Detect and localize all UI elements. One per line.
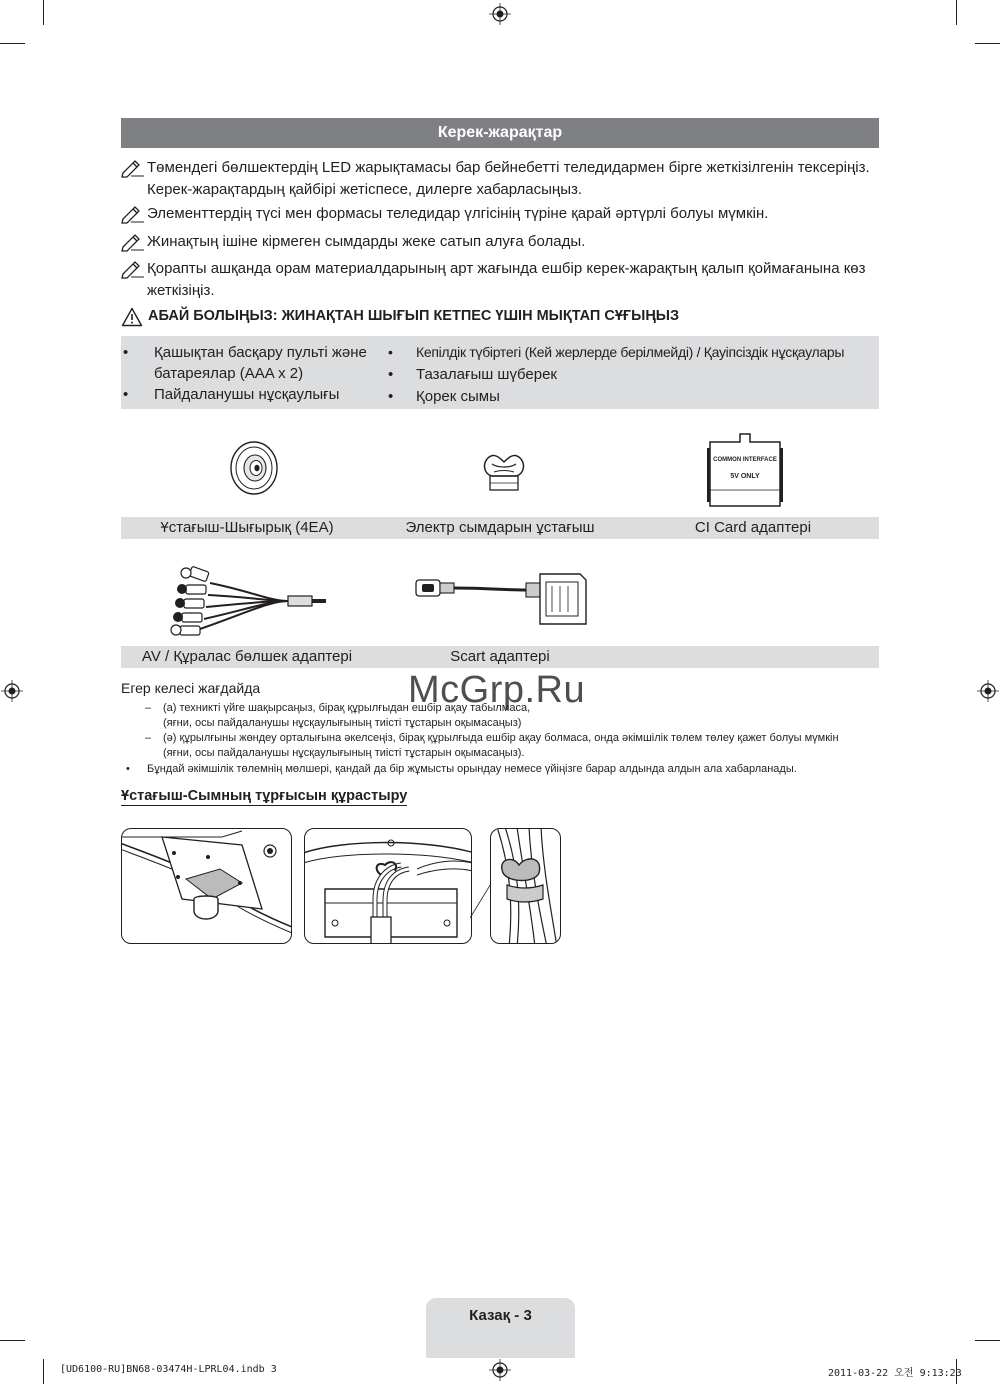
list-item: • Қорек сымы	[388, 386, 878, 407]
list-item-text: Қорек сымы	[416, 388, 500, 405]
registration-mark-icon	[977, 680, 999, 702]
accessory-label: Scart адаптері	[450, 648, 550, 665]
list-item-text: Пайдаланушы нұсқаулығы	[154, 386, 340, 403]
caution-line	[121, 306, 881, 328]
pencil-note-icon	[121, 204, 145, 224]
pencil-note-icon	[121, 158, 145, 178]
note-item	[121, 231, 881, 253]
accessory-label: CI Card адаптері	[694, 519, 812, 536]
list-item: • Кепілдік түбіртегі (Кей жерлерде берілмейді) / Қауіпсіздік нұсқаулары	[388, 342, 878, 363]
registration-mark-icon	[1, 680, 23, 702]
crop-mark	[975, 43, 1000, 44]
crop-mark	[956, 0, 957, 25]
av-component-adapter-image	[170, 563, 330, 643]
assembly-detail-image	[490, 828, 561, 944]
condition-text: (яғни, осы пайдаланушы нұсқаулығының тиісті тұстарын оқымасаңыз).	[163, 747, 525, 759]
warning-triangle-icon	[121, 307, 143, 327]
watermark-text: McGrp.Ru	[408, 669, 586, 711]
registration-mark-icon	[489, 3, 511, 25]
note-text: Элементтердің түсі мен формасы теледидар үлгісінің түріне қарай әртүрлі болуы мүмкін.	[147, 205, 769, 222]
list-item-text: Тазалағыш шүберек	[416, 366, 557, 383]
condition-text: (яғни, осы пайдаланушы нұсқаулығының тиісті тұстарын оқымасаңыз)	[163, 717, 522, 729]
condition-text: (а) техникті үйге шақырсаңыз, бірақ құрылғыдан ешбір ақау табылмаса,	[163, 702, 531, 714]
list-item: • Пайдаланушы нұсқаулығы	[123, 384, 378, 405]
cable-tie-image	[480, 446, 528, 492]
condition-text: (ә) құрылғыны жөндеу орталығына әкелсеңіз, бірақ құрылғыда ешбір ақау болмаса, онда әкімшілік төлем төлеу қажет болуы мүмкін	[163, 732, 839, 744]
note-text: Төмендегі бөлшектердің LED жарықтамасы бар бейнебетті теледидармен бірге жеткізілгенін тексеріңіз. Керек-жарақтардың қайбірі жетіспесе, дилерге хабарласыңыз.	[147, 159, 870, 198]
crop-mark	[0, 1340, 25, 1341]
crop-mark	[43, 1359, 44, 1384]
ci-card-adapter-image	[706, 428, 784, 508]
accessory-label: Электр сымдарын ұстағыш	[405, 519, 595, 536]
footer-file-info: [UD6100-RU]BN68-03474H-LPRL04.indb 3	[60, 1364, 277, 1375]
note-item	[121, 157, 881, 201]
conditions-intro: Егер келесі жағдайда	[121, 680, 261, 696]
accessory-label: Ұстағыш-Шығырық (4EA)	[160, 519, 334, 536]
list-item-text: Қашықтан басқару пульті және батареялар (AAA x 2)	[154, 344, 367, 382]
note-item	[121, 203, 881, 225]
caution-text: АБАЙ БОЛЫҢЫЗ: ЖИНАҚТАН ШЫҒЫП КЕТПЕС ҮШІН МЫҚТАП СҰҒЫҢЫЗ	[148, 308, 680, 324]
ci-card-line2: 5V ONLY	[730, 473, 760, 480]
crop-mark	[0, 43, 25, 44]
assembly-step-2-image	[304, 828, 472, 944]
pencil-note-icon	[121, 259, 145, 279]
bullet-marker: •	[126, 763, 130, 775]
note-text: Жинақтың ішіне кірмеген сымдарды жеке сатып алуға болады.	[147, 233, 586, 250]
crop-mark	[43, 0, 44, 25]
pencil-note-icon	[121, 232, 145, 252]
list-item: • Тазалағыш шүберек	[388, 364, 878, 385]
holder-ring-image	[228, 440, 280, 496]
condition-text: Бұндай әкімшілік төлемнің мөлшері, қандай да бір жұмысты орындау немесе үйіңізге барар алдында алдын ала хабарланады.	[147, 763, 797, 775]
dash-marker: –	[145, 702, 152, 714]
page-number-tab: Казақ - 3	[426, 1298, 575, 1358]
scart-adapter-image	[414, 568, 590, 630]
footer-timestamp: 2011-03-22 오전 9:13:23	[828, 1368, 962, 1379]
registration-mark-icon	[489, 1359, 511, 1381]
dash-marker: –	[145, 732, 152, 744]
section-title: Керек-жарақтар	[121, 118, 879, 148]
crop-mark	[975, 1340, 1000, 1341]
list-item-text: Кепілдік түбіртегі (Кей жерлерде берілмейді) / Қауіпсіздік нұсқаулары	[416, 344, 845, 360]
note-text: Қорапты ашқанда орам материалдарының арт жағында ешбір керек-жарақтың қалып қоймағанына көз жеткізіңіз.	[147, 260, 866, 299]
assembly-step-1-image	[121, 828, 292, 944]
subheading: Ұстағыш-Сымның тұрғысын құрастыру	[121, 788, 408, 804]
ci-card-line1: COMMON INTERFACE	[713, 457, 777, 463]
note-item	[121, 258, 881, 302]
accessory-label: AV / Құралас бөлшек адаптері	[141, 648, 353, 665]
list-item: • Қашықтан басқару пульті және батареялар (AAA x 2)	[123, 342, 378, 384]
